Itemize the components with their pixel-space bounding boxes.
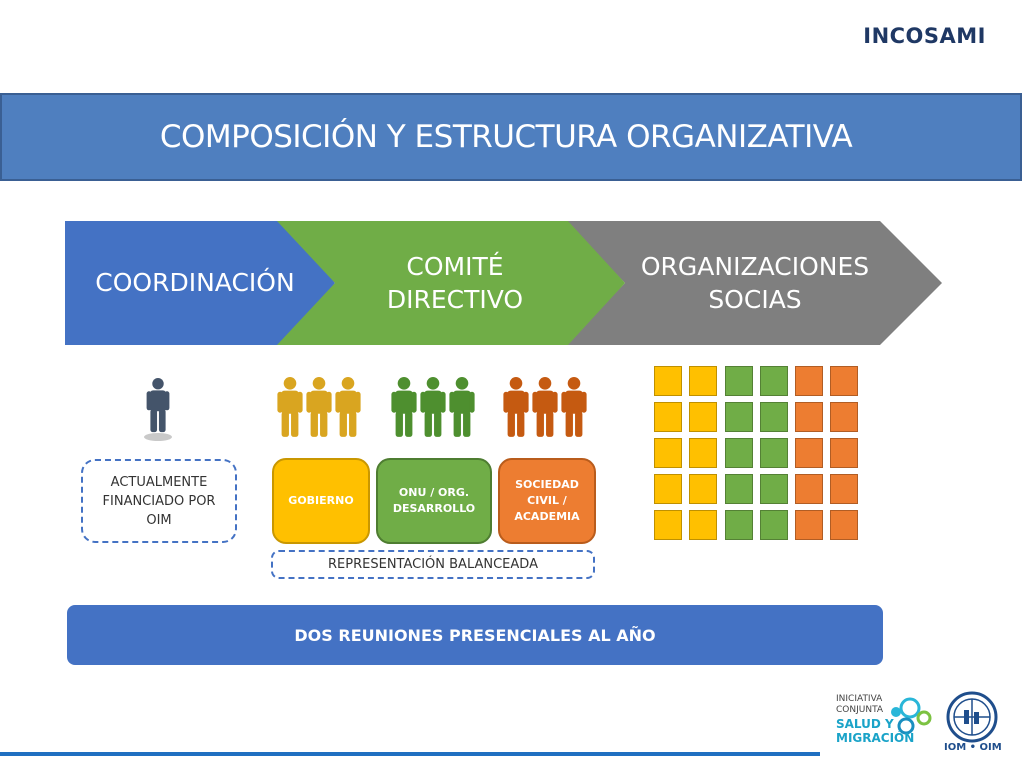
coordination-note-line1: ACTUALMENTE bbox=[110, 474, 208, 490]
partner-cell bbox=[760, 438, 788, 468]
group-label-sociedad-line3: ACADEMIA bbox=[514, 510, 580, 523]
meetings-bar-label: DOS REUNIONES PRESENCIALES AL AÑO bbox=[294, 625, 656, 645]
partner-cell bbox=[654, 474, 682, 504]
coordination-note-line3: OIM bbox=[146, 512, 172, 528]
arrow-label-partners-line1: ORGANIZACIONES bbox=[640, 252, 870, 281]
partner-cell bbox=[760, 510, 788, 540]
partner-cell bbox=[830, 438, 858, 468]
group-label-sociedad-line2: CIVIL / bbox=[527, 494, 567, 507]
partner-cell bbox=[830, 366, 858, 396]
jmi-logo-line3: SALUD Y bbox=[836, 717, 894, 731]
group-box-onu bbox=[376, 458, 492, 544]
iom-logo bbox=[940, 690, 1006, 760]
people-group-sociedad bbox=[502, 376, 592, 440]
partner-cell bbox=[830, 474, 858, 504]
arrow-label-committee-line2: DIRECTIVO bbox=[386, 285, 524, 314]
partner-cell bbox=[654, 438, 682, 468]
group-label-onu-line1: ONU / ORG. bbox=[398, 486, 470, 499]
partner-cell bbox=[830, 510, 858, 540]
arrow-label-partners-line2: SOCIAS bbox=[708, 285, 802, 314]
person-icon bbox=[140, 376, 176, 442]
partner-cell bbox=[795, 366, 823, 396]
partner-cell bbox=[654, 510, 682, 540]
jmi-logo-line1: INICIATIVA bbox=[836, 694, 883, 704]
partner-cell bbox=[689, 474, 717, 504]
iom-emblem-icon bbox=[940, 690, 1006, 744]
partner-cell bbox=[795, 474, 823, 504]
arrow-label-committee bbox=[340, 250, 570, 316]
coordination-note bbox=[81, 459, 237, 543]
partner-cell bbox=[795, 438, 823, 468]
arrow-label-coordination: COORDINACIÓN bbox=[95, 268, 295, 297]
group-label-gobierno: GOBIERNO bbox=[288, 494, 354, 507]
jmi-logo-line2: CONJUNTA bbox=[836, 705, 884, 715]
partner-cell bbox=[725, 366, 753, 396]
group-box-gobierno bbox=[272, 458, 370, 544]
partner-cell bbox=[689, 366, 717, 396]
people-group-gobierno bbox=[276, 376, 366, 440]
brand-title: INCOSAMI bbox=[863, 24, 986, 48]
partner-cell bbox=[725, 510, 753, 540]
partner-cell bbox=[725, 402, 753, 432]
balanced-representation-note: REPRESENTACIÓN BALANCEADA bbox=[271, 550, 595, 579]
partner-cell bbox=[689, 438, 717, 468]
jmi-logo-line4: MIGRACIÓN bbox=[836, 731, 915, 745]
group-label-onu-line2: DESARROLLO bbox=[392, 502, 476, 515]
people-group-onu bbox=[390, 376, 480, 440]
meetings-bar bbox=[67, 605, 883, 665]
partner-cell bbox=[689, 402, 717, 432]
partner-cell bbox=[654, 402, 682, 432]
partner-cell bbox=[725, 438, 753, 468]
iom-logo-caption: IOM • OIM bbox=[944, 742, 1002, 753]
partner-cell bbox=[689, 510, 717, 540]
partner-cell bbox=[760, 366, 788, 396]
partner-cell bbox=[760, 474, 788, 504]
partner-cell bbox=[760, 402, 788, 432]
coordination-note-line2: FINANCIADO POR bbox=[102, 493, 216, 509]
footer-line bbox=[0, 752, 820, 756]
group-box-sociedad bbox=[498, 458, 596, 544]
jmi-logo bbox=[836, 690, 936, 760]
group-label-sociedad-line1: SOCIEDAD bbox=[515, 478, 579, 491]
arrow-label-committee-line1: COMITÉ bbox=[406, 252, 504, 281]
partner-cell bbox=[725, 474, 753, 504]
partner-cell bbox=[795, 402, 823, 432]
partner-cell bbox=[795, 510, 823, 540]
page-title: COMPOSICIÓN Y ESTRUCTURA ORGANIZATIVA bbox=[159, 119, 853, 155]
partner-cell bbox=[830, 402, 858, 432]
arrow-label-partners bbox=[620, 250, 890, 316]
partner-cell bbox=[654, 366, 682, 396]
